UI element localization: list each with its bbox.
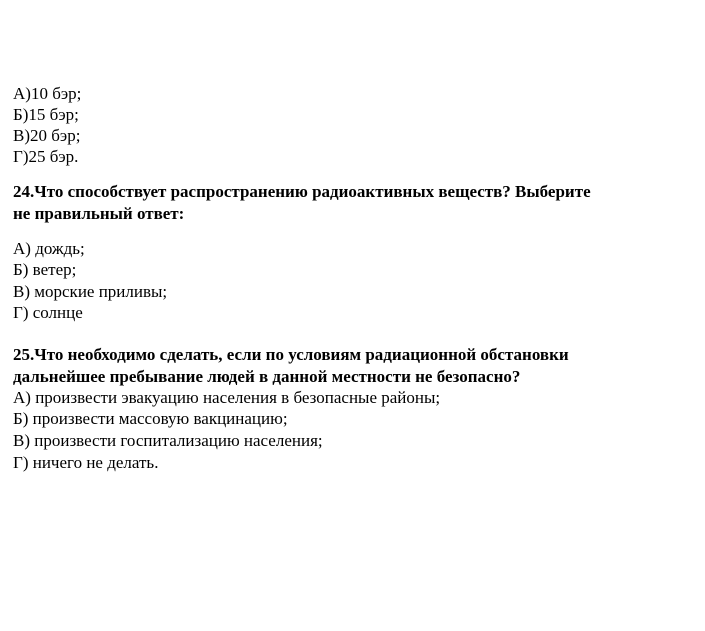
answer-option: Г)25 бэр. <box>13 147 79 166</box>
question-25-title-line2: дальнейшее пребывание людей в данной местности не безопасно? <box>13 367 521 386</box>
answer-option: В)20 бэр; <box>13 126 81 145</box>
answer-option: Б)15 бэр; <box>13 105 79 124</box>
answer-option: В) морские приливы; <box>13 282 168 301</box>
answer-option: А) дождь; <box>13 239 85 258</box>
answer-option: А) произвести эвакуацию населения в безопасные районы; <box>13 388 441 407</box>
answer-option: Б) ветер; <box>13 260 77 279</box>
answer-option: Г) ничего не делать. <box>13 453 159 472</box>
answer-option: А)10 бэр; <box>13 84 82 103</box>
answer-option: Г) солнце <box>13 303 83 322</box>
question-24-title-line1: 24.Что способствует распространению радиоактивных веществ? Выберите <box>13 182 591 201</box>
answer-option: В) произвести госпитализацию населения; <box>13 431 323 450</box>
question-25-title-line1: 25.Что необходимо сделать, если по условиям радиационной обстановки <box>13 345 569 364</box>
question-24-title-line2: не правильный ответ: <box>13 204 185 223</box>
answer-option: Б) произвести массовую вакцинацию; <box>13 409 288 428</box>
